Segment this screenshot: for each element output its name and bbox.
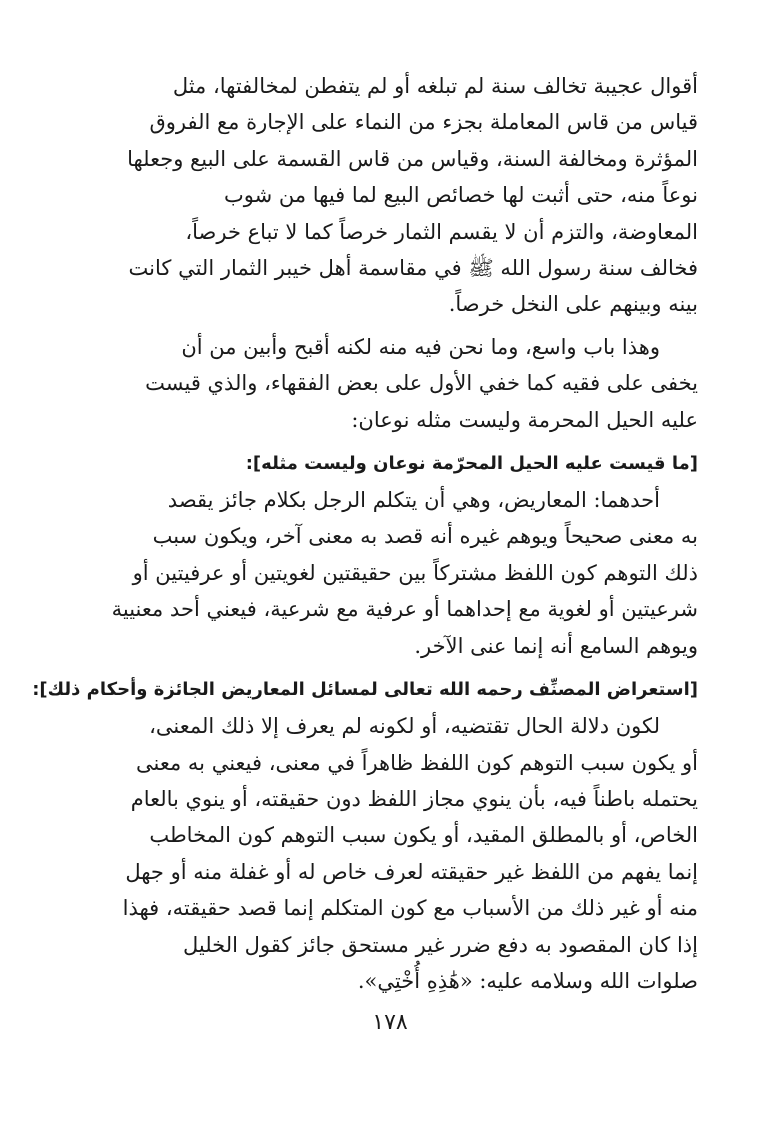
text-line: الخاص، أو بالمطلق المقيد، أو يكون سبب التوهم كون المخاطب (149, 823, 698, 848)
text-line: وهذا باب واسع، وما نحن فيه منه لكنه أقبح وأبين من أن (181, 334, 660, 359)
text-line: أقوال عجيبة تخالف سنة لم تبلغه أو لم يتفطن لمخالفتها، مثل (172, 74, 698, 98)
text-line: نوعاً منه، حتى أثبت لها خصائص البيع لما فيها من شوب (223, 183, 698, 208)
text-line: يحتمله باطناً فيه، بأن ينوي مجاز اللفظ دون حقيقته، أو ينوي بالعام (130, 786, 698, 811)
paragraph-analogy (100, 68, 698, 323)
text-line: به معنى صحيحاً ويوهم غيره أنه قصد به معنى آخر، ويكون سبب (152, 524, 698, 549)
text-line: المؤثرة ومخالفة السنة، وقياس من قاس القسمة على البيع وجعلها (127, 146, 698, 171)
page-number: ١٧٨ (372, 1010, 408, 1035)
text-line: ذلك التوهم كون اللفظ مشتركاً بين حقيقتين لغويتين أو عرفيتين أو (132, 560, 698, 585)
text-line: بينه وبينهم على النخل خرصاً. (448, 292, 698, 317)
section-heading-two-types: [ما قيست عليه الحيل المحرّمة نوعان وليست مثله]: (245, 453, 698, 475)
text-line: المعاوضة، والتزم أن لا يقسم الثمار خرصاً كما لا تباع خرصاً، (185, 219, 698, 244)
text-line: إذا كان المقصود به دفع ضرر غير مستحق جائز كقول الخليل (182, 932, 698, 957)
text-line: أحدهما: المعاريض، وهي أن يتكلم الرجل بكلام جائز يقصد (167, 488, 660, 513)
text-line: لكون دلالة الحال تقتضيه، أو لكونه لم يعرف إلا ذلك المعنى، (149, 714, 660, 739)
paragraph-maarid (100, 482, 698, 664)
section-heading-permissible-maarid: [استعراض المصنِّف رحمه الله تعالى لمسائل المعاريض الجائزة وأحكام ذلك]: (32, 679, 698, 701)
text-line: إنما يفهم من اللفظ غير حقيقته لعرف خاص له أو غفلة منه أو جهل (125, 859, 698, 884)
text-line: أو يكون سبب التوهم كون اللفظ ظاهراً في معنى، فيعني به معنى (136, 750, 698, 775)
text-line: ويوهم السامع أنه إنما عنى الآخر. (414, 633, 698, 658)
paragraph-wide-chapter (100, 329, 698, 438)
text-line: فخالف سنة رسول الله ﷺ في مقاسمة أهل خيبر الثمار التي كانت (128, 256, 698, 281)
text-line: عليه الحيل المحرمة وليست مثله نوعان: (351, 407, 698, 432)
text-line: يخفى على فقيه كما خفي الأول على بعض الفقهاء، والذي قيست (145, 371, 698, 396)
text-line: صلوات الله وسلامه عليه: «هَٰذِهِ أُخْتِي». (357, 968, 698, 993)
text-line: قياس من قاس المعاملة بجزء من النماء على الإجارة مع الفروق (149, 110, 698, 135)
paragraph-context (100, 708, 698, 999)
text-line: منه أو غير ذلك من الأسباب مع كون المتكلم إنما قصد حقيقته، فهذا (122, 896, 698, 921)
text-line: شرعيتين أو لغوية مع إحداهما أو عرفية مع شرعية، فيعني أحد معنيية (111, 597, 698, 622)
